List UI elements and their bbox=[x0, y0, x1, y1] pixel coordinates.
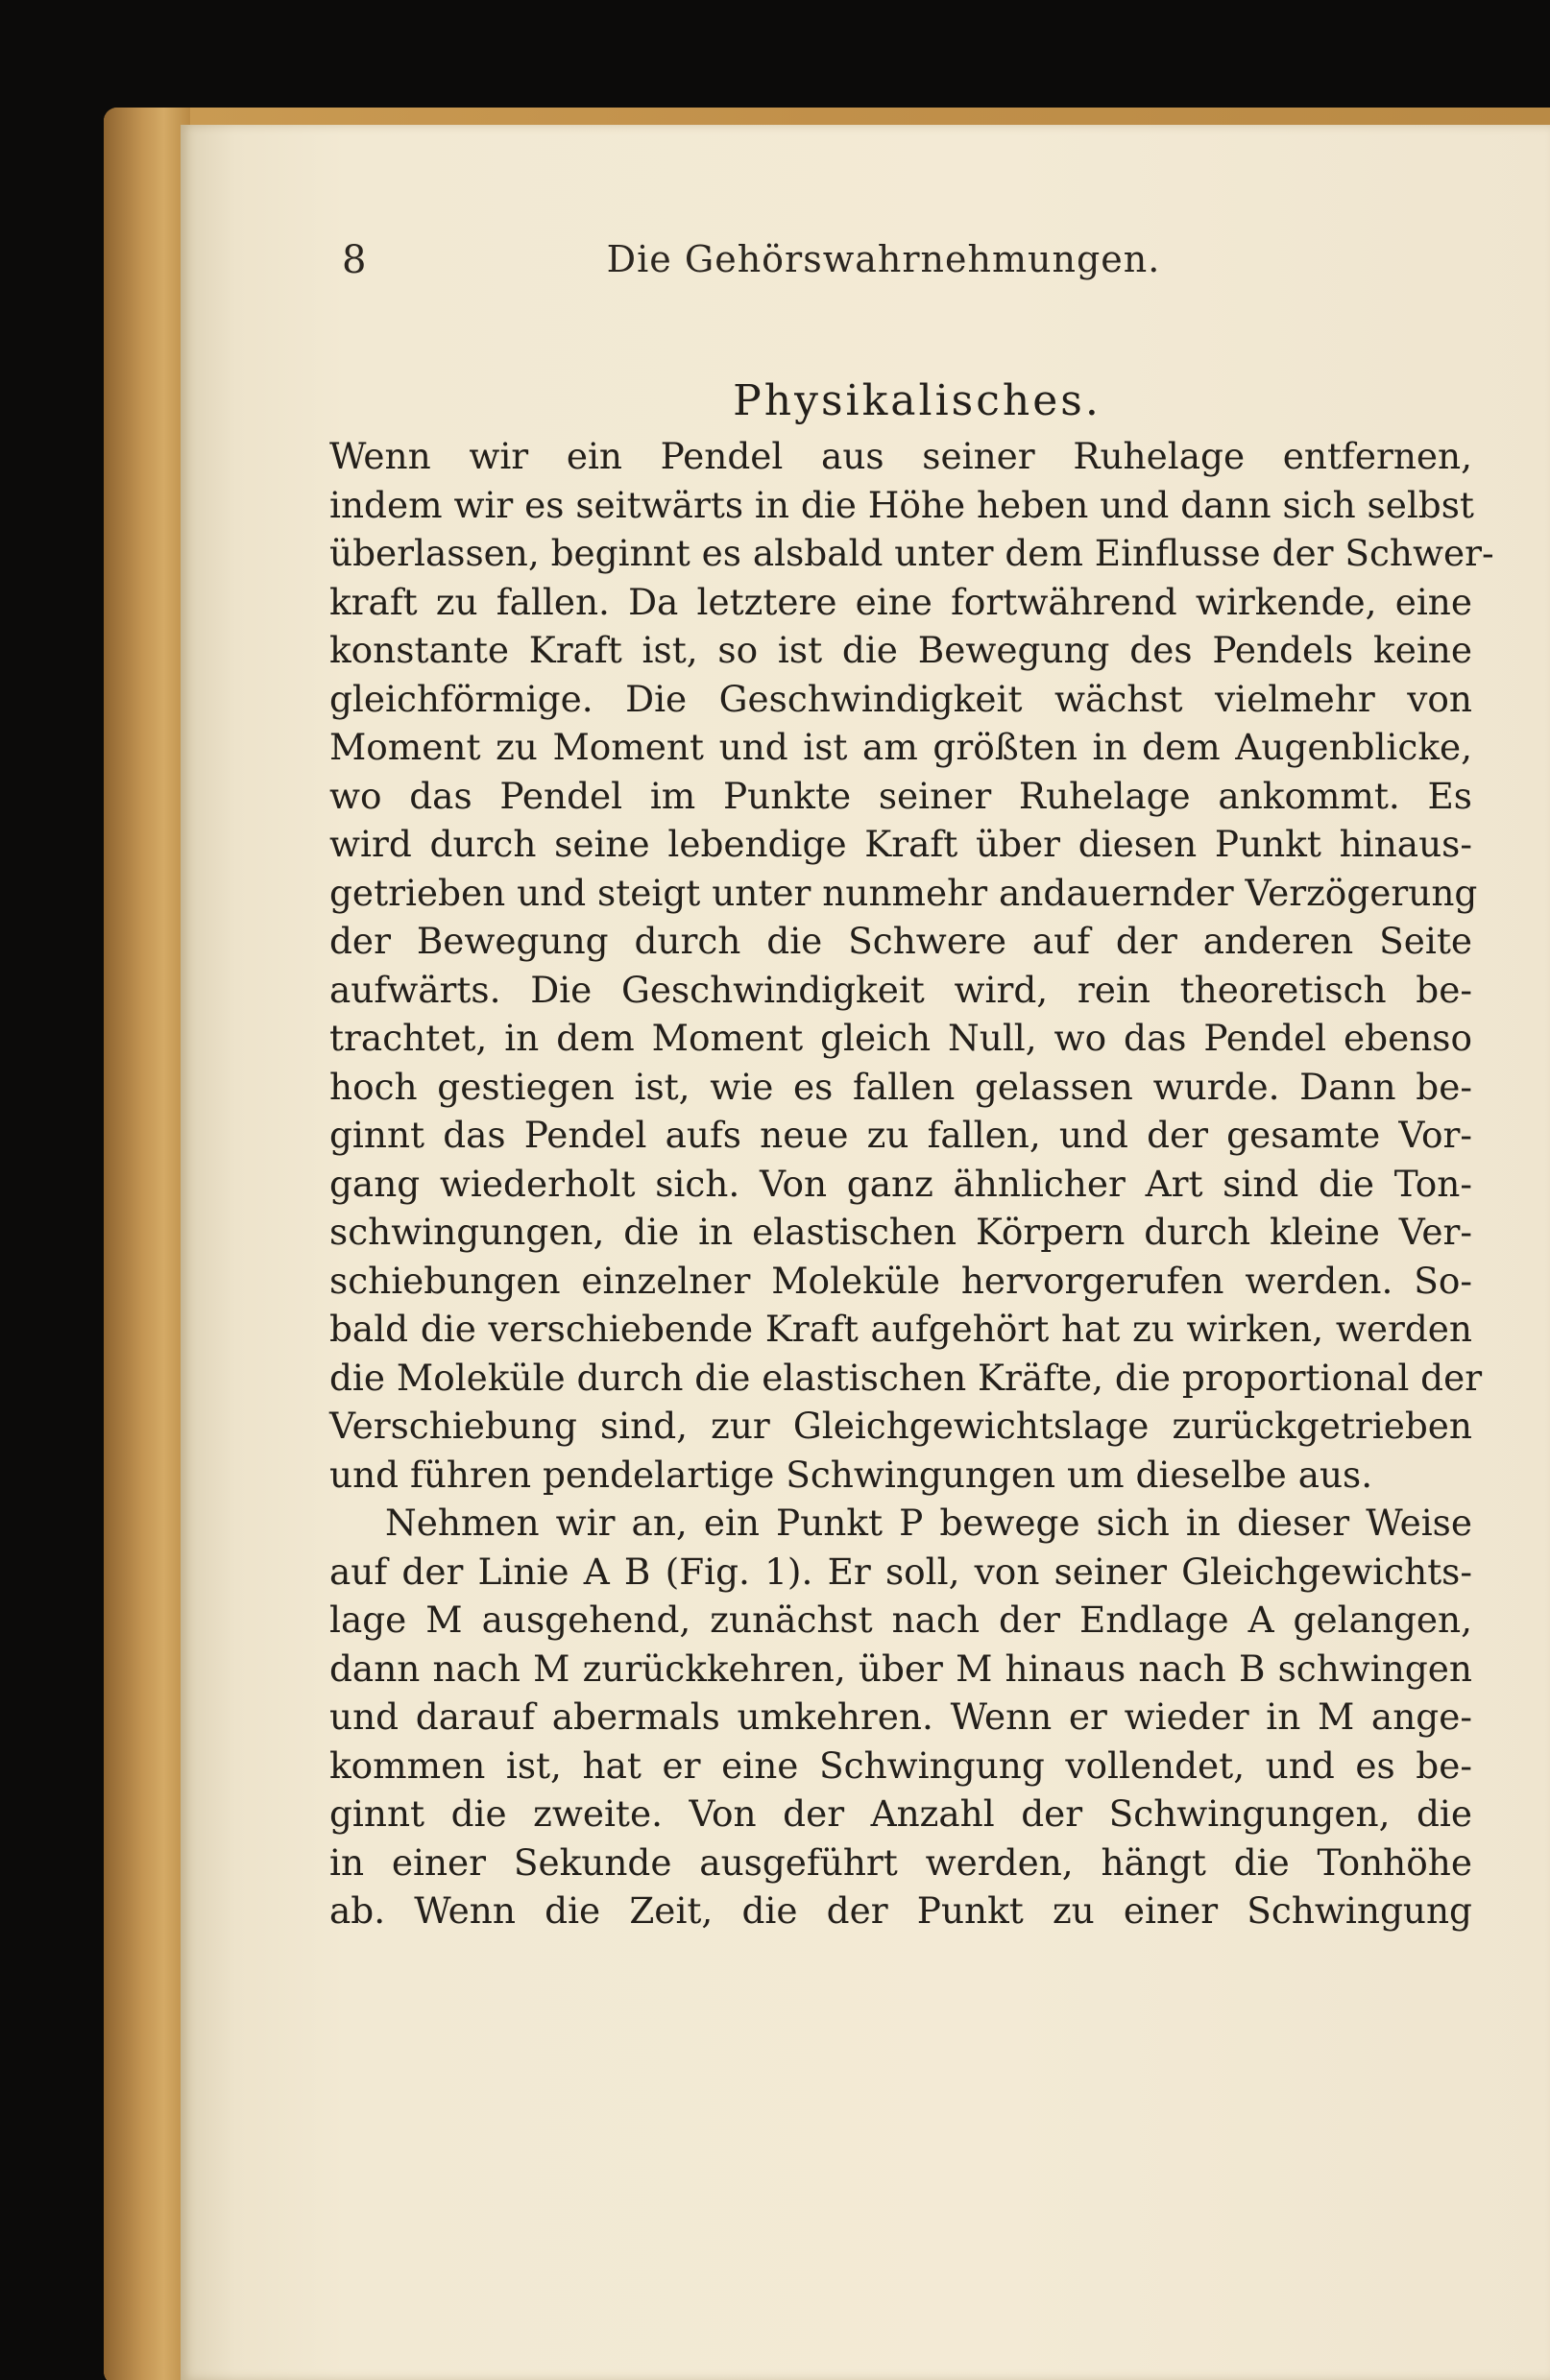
text-line: indem wir es seitwärts in die Höhe heben und dann sich selbst bbox=[329, 483, 1474, 526]
text-line: und führen pendelartige Schwingungen um dieselbe aus. bbox=[329, 1453, 1373, 1496]
running-head bbox=[0, 238, 1550, 296]
text-line: wird durch seine lebendige Kraft über diesen Punkt hinaus- bbox=[329, 823, 1472, 865]
text-line: getrieben und steigt unter nunmehr andauernder Verzögerung bbox=[329, 871, 1478, 914]
text-line: hoch gestiegen ist, wie es fallen gelassen wurde. Dann be- bbox=[329, 1065, 1472, 1108]
text-line: wo das Pendel im Punkte seiner Ruhelage ankommt. Es bbox=[329, 774, 1472, 817]
running-title: Die Gehörswahrnehmungen. bbox=[606, 238, 1161, 280]
page-number: 8 bbox=[342, 238, 367, 282]
text-line: ginnt das Pendel aufs neue zu fallen, und der gesamte Vor- bbox=[329, 1114, 1472, 1156]
text-line: Moment zu Moment und ist am größten in dem Augenblicke, bbox=[329, 726, 1472, 768]
text-line: gang wiederholt sich. Von ganz ähnlicher Art sind die Ton- bbox=[329, 1162, 1472, 1205]
text-line: konstante Kraft ist, so ist die Bewegung des Pendels keine bbox=[329, 629, 1472, 671]
text-line: auf der Linie A B (Fig. 1). Er soll, von seiner Gleichgewichts- bbox=[329, 1550, 1472, 1593]
text-line: bald die verschiebende Kraft aufgehört hat zu wirken, werden bbox=[329, 1308, 1472, 1350]
text-line: Wenn wir ein Pendel aus seiner Ruhelage entfernen, bbox=[329, 435, 1472, 477]
text-line: schwingungen, die in elastischen Körpern durch kleine Ver- bbox=[329, 1211, 1472, 1253]
text-line: lage M ausgehend, zunächst nach der Endlage A gelangen, bbox=[329, 1599, 1472, 1641]
text-line: aufwärts. Die Geschwindigkeit wird, rein theoretisch be- bbox=[329, 968, 1472, 1011]
text-line: Verschiebung sind, zur Gleichgewichtslage zurückgetrieben bbox=[329, 1405, 1472, 1447]
text-line: der Bewegung durch die Schwere auf der anderen Seite bbox=[329, 920, 1472, 962]
text-line: überlassen, beginnt es alsbald unter dem Einflusse der Schwer- bbox=[329, 532, 1494, 574]
text-line: Nehmen wir an, ein Punkt P bewege sich in dieser Weise bbox=[385, 1502, 1472, 1544]
text-line: in einer Sekunde ausgeführt werden, hängt die Tonhöhe bbox=[329, 1840, 1472, 1884]
text-line: trachtet, in dem Moment gleich Null, wo das Pendel ebenso bbox=[329, 1017, 1472, 1059]
section-heading: Physikalisches. bbox=[733, 376, 1102, 425]
text-line: die Moleküle durch die elastischen Kräfte, die proportional der bbox=[329, 1356, 1483, 1399]
text-line: dann nach M zurückkehren, über M hinaus nach B schwingen bbox=[329, 1647, 1472, 1690]
text-line: und darauf abermals umkehren. Wenn er wieder in M ange- bbox=[329, 1695, 1472, 1738]
text-line: ab. Wenn die Zeit, die der Punkt zu einer Schwingung bbox=[329, 1889, 1472, 1932]
text-line: gleichförmige. Die Geschwindigkeit wächst vielmehr von bbox=[329, 677, 1472, 720]
text-line: kraft zu fallen. Da letztere eine fortwährend wirkende, eine bbox=[329, 580, 1472, 623]
body-text bbox=[329, 432, 1494, 1935]
text-line: ginnt die zweite. Von der Anzahl der Schwingungen, die bbox=[329, 1792, 1472, 1835]
book-spine-edge bbox=[104, 108, 190, 2380]
text-line: kommen ist, hat er eine Schwingung vollendet, und es be- bbox=[329, 1743, 1472, 1787]
text-line: schiebungen einzelner Moleküle hervorgerufen werden. So- bbox=[329, 1259, 1472, 1302]
